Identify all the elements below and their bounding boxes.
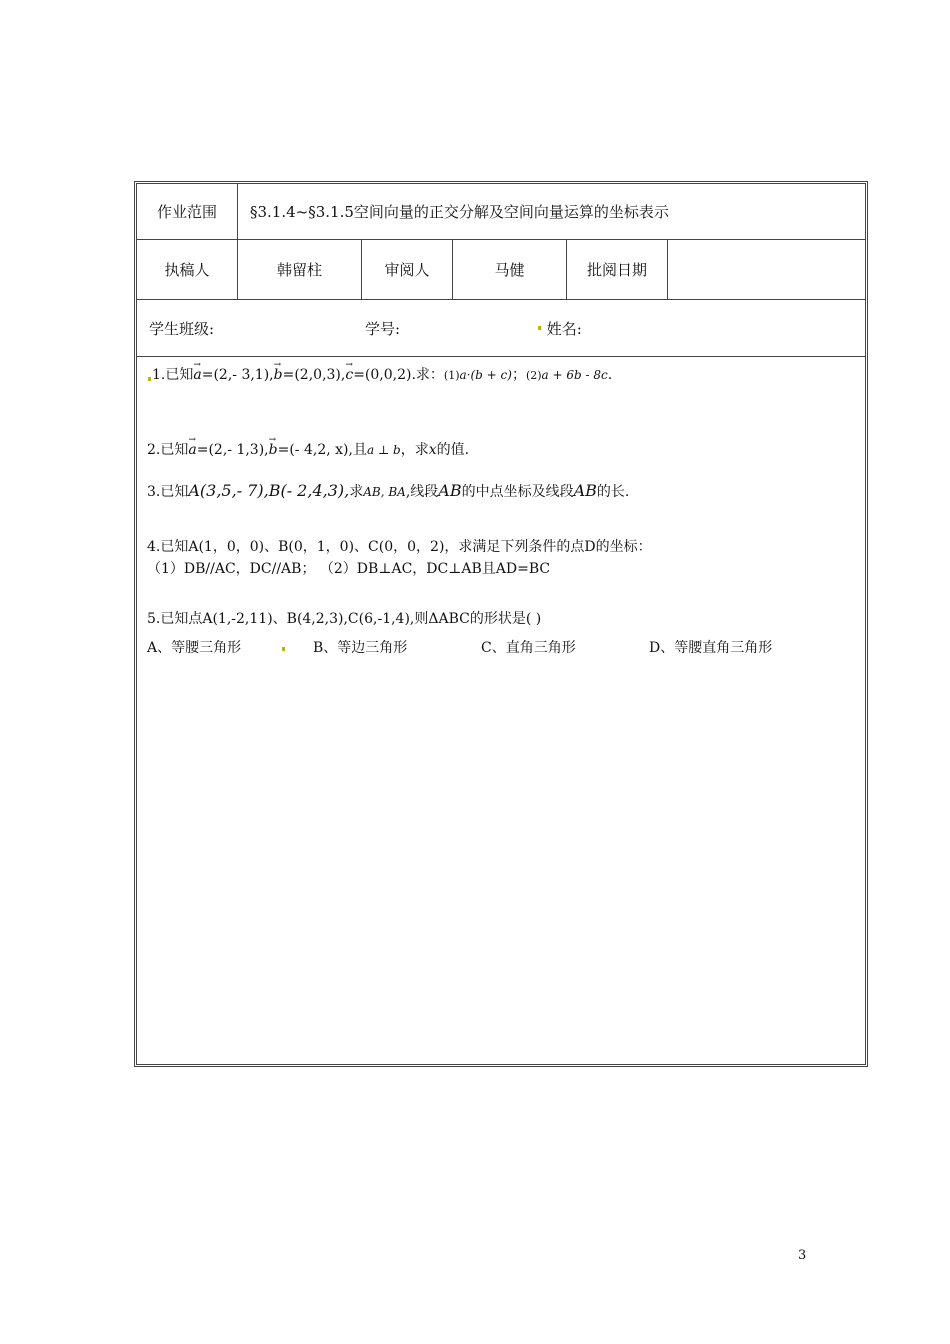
option-d[interactable]: D、等腰直角三角形 bbox=[649, 640, 773, 656]
author-value: 韩留柱 bbox=[237, 240, 361, 299]
student-row bbox=[137, 300, 865, 357]
number-field[interactable] bbox=[365, 300, 400, 356]
staff-row bbox=[137, 240, 865, 300]
class-label: 学生班级: bbox=[149, 319, 215, 338]
question-4-line1: 4.已知A(1，0，0)、B(0，1，0)、C(0，0，2)，求满足下列条件的点D的坐标： bbox=[147, 539, 652, 555]
date-value[interactable] bbox=[667, 240, 865, 299]
q2-cond: 且 bbox=[352, 442, 367, 458]
q1-part1-label: (1) bbox=[443, 369, 460, 382]
q3-text: 3.已知 bbox=[147, 484, 189, 500]
q3-midpoint: 的中点坐标及线段 bbox=[461, 484, 574, 500]
q1-eq2: =(2,0,3), bbox=[282, 367, 346, 383]
q3-vectors: AB, BA bbox=[363, 485, 406, 499]
q1-part2-expr: a + 6b - 8c bbox=[541, 368, 608, 382]
scope-value: §3.1.4~§3.1.5空间向量的正交分解及空间向量运算的坐标表示 bbox=[237, 184, 865, 239]
q3-ask: 求 bbox=[349, 484, 364, 500]
q1-eq3: =(0,0,2).求： bbox=[353, 367, 444, 383]
date-label: 批阅日期 bbox=[566, 240, 667, 299]
q2-perp: a ⊥ b bbox=[366, 443, 401, 457]
author-label: 执稿人 bbox=[164, 261, 210, 279]
question-3 bbox=[147, 481, 629, 502]
q2-x: x bbox=[428, 442, 437, 458]
vector-a: → a bbox=[188, 440, 196, 460]
vector-c: → c bbox=[345, 365, 353, 385]
scope-label: 作业范围 bbox=[156, 203, 217, 221]
vector-a: → a bbox=[193, 365, 201, 385]
reviewer-label: 审阅人 bbox=[361, 240, 452, 299]
name-label: 姓名: bbox=[546, 319, 582, 338]
q3-ab: AB bbox=[573, 481, 597, 500]
q1-part2-label: (2) bbox=[525, 369, 542, 382]
name-field[interactable] bbox=[537, 300, 582, 356]
number-label: 学号: bbox=[365, 319, 401, 338]
q2-ask: ，求 bbox=[400, 442, 429, 458]
q3-segment: ,线段 bbox=[405, 484, 439, 500]
q2-eq1: =(2,- 1,3), bbox=[196, 442, 269, 458]
question-area bbox=[147, 357, 855, 1064]
scope-row bbox=[137, 184, 865, 240]
q1-part1-expr: a·(b + c) bbox=[459, 368, 512, 382]
q3-ab: AB bbox=[438, 481, 462, 500]
q3-length: 的长. bbox=[596, 484, 630, 500]
marker bbox=[538, 326, 541, 330]
reviewer-value: 马健 bbox=[452, 240, 566, 299]
q1-eq1: =(2,- 3,1), bbox=[201, 367, 274, 383]
option-b[interactable]: B、等边三角形 bbox=[313, 640, 408, 656]
question-4-line2: （1）DB//AC，DC//AB； （2）DB⊥AC，DC⊥AB且AD=BC bbox=[147, 561, 551, 577]
question-2 bbox=[147, 440, 469, 460]
q1-end: . bbox=[607, 367, 613, 383]
q3-point-a: A(3,5,- 7), bbox=[188, 481, 269, 500]
page-number: 3 bbox=[798, 1248, 807, 1263]
q2-eq2: =(- 4,2, x), bbox=[277, 442, 353, 458]
vector-b: → b bbox=[269, 440, 278, 460]
q3-point-b: B(- 2,4,3), bbox=[268, 481, 350, 500]
homework-form bbox=[134, 181, 868, 1067]
class-field[interactable] bbox=[149, 300, 214, 356]
marker bbox=[282, 647, 285, 651]
q2-tail: 的值. bbox=[436, 442, 470, 458]
question-5-line1: 5.已知点A(1,-2,11)、B(4,2,3),C(6,-1,4),则ΔABC的形状是( ) bbox=[147, 611, 542, 627]
option-c[interactable]: C、直角三角形 bbox=[481, 640, 576, 656]
vector-b: → b bbox=[274, 365, 283, 385]
marker bbox=[148, 377, 151, 381]
q2-text: 2.已知 bbox=[147, 442, 189, 458]
question-1 bbox=[147, 365, 612, 386]
option-a[interactable]: A、等腰三角形 bbox=[147, 640, 242, 656]
q1-text: 1.已知 bbox=[152, 367, 194, 383]
q1-separator: ； bbox=[511, 367, 526, 383]
